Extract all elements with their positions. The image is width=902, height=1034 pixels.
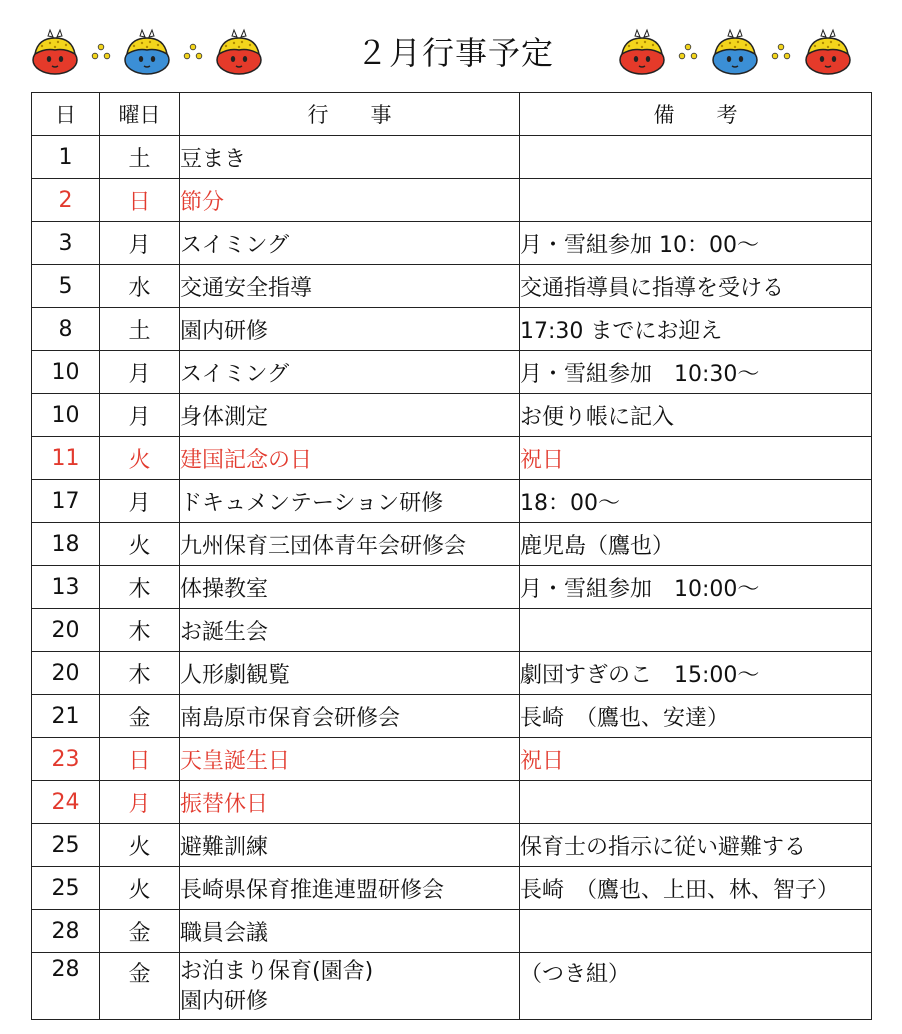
table-row [32,394,872,437]
cell-weekday: 月 [100,351,180,394]
event-text: 振替休日 [180,791,269,817]
cell-day: 20 [32,652,100,695]
event-text: 避難訓練 [180,834,269,860]
red-oni-icon [30,28,80,76]
header-event: 行 事 [180,93,520,136]
cell-event [180,566,520,609]
event-text: 園内研修 [180,318,269,344]
table-row [32,953,872,1020]
cell-day: 2 [32,179,100,222]
cell-note [520,781,872,824]
cell-weekday: 日 [100,738,180,781]
event-text-line2: 園内研修 [180,989,269,1014]
cell-weekday: 火 [100,523,180,566]
cell-day: 25 [32,867,100,910]
cell-note: 長崎 （鷹也、安達） [520,695,872,738]
event-text: 節分 [180,189,225,215]
cell-event [180,394,520,437]
cell-day: 28 [32,910,100,953]
table-row [32,523,872,566]
cell-note: 祝日 [520,738,872,781]
cell-note: 18：00～ [520,480,872,523]
cell-note: お便り帳に記入 [520,394,872,437]
cell-note [520,136,872,179]
cell-weekday: 火 [100,824,180,867]
schedule-table [31,92,872,1020]
cell-weekday: 月 [100,222,180,265]
cell-event [180,867,520,910]
event-text: 人形劇観覧 [180,662,291,688]
cell-day: 18 [32,523,100,566]
cell-weekday: 土 [100,136,180,179]
cell-day: 10 [32,394,100,437]
table-header-row [32,93,872,136]
cell-day: 10 [32,351,100,394]
event-text: スイミング [180,361,290,387]
table-row [32,738,872,781]
blue-oni-icon [122,28,172,76]
cell-event [180,781,520,824]
blue-oni-icon [710,28,760,76]
table-row [32,351,872,394]
cell-event [180,179,520,222]
bean-dots-icon [182,42,204,62]
cell-event [180,609,520,652]
cell-event [180,953,520,1020]
cell-note: 鹿児島（鷹也） [520,523,872,566]
cell-event [180,437,520,480]
cell-weekday: 金 [100,953,180,1020]
cell-event [180,480,520,523]
cell-event [180,265,520,308]
cell-event [180,652,520,695]
cell-event [180,824,520,867]
cell-note: 17:30 までにお迎え [520,308,872,351]
cell-event [180,308,520,351]
event-text: スイミング [180,232,290,258]
cell-event [180,910,520,953]
cell-day: 1 [32,136,100,179]
table-row [32,695,872,738]
cell-note [520,910,872,953]
cell-note: 保育士の指示に従い避難する [520,824,872,867]
table-row [32,308,872,351]
table-row [32,910,872,953]
cell-note: （つき組） [520,953,872,1020]
cell-weekday: 土 [100,308,180,351]
cell-note: 月・雪組参加 10:00～ [520,566,872,609]
red-oni-icon [803,28,853,76]
cell-note: 祝日 [520,437,872,480]
cell-event [180,738,520,781]
cell-day: 8 [32,308,100,351]
table-row [32,824,872,867]
cell-day: 28 [32,953,100,1020]
event-text: 長崎県保育推進連盟研修会 [180,877,445,903]
cell-event [180,523,520,566]
event-text: 豆まき [180,146,247,172]
cell-weekday: 金 [100,910,180,953]
cell-day: 25 [32,824,100,867]
table-row [32,222,872,265]
cell-weekday: 火 [100,437,180,480]
table-row [32,437,872,480]
cell-event [180,351,520,394]
event-text: 建国記念の日 [180,447,313,473]
event-text: 天皇誕生日 [180,748,291,774]
cell-day: 17 [32,480,100,523]
cell-weekday: 木 [100,609,180,652]
cell-day: 20 [32,609,100,652]
cell-day: 3 [32,222,100,265]
cell-note: 月・雪組参加 10：00～ [520,222,872,265]
cell-weekday: 月 [100,781,180,824]
header-note: 備 考 [520,93,872,136]
header-day: 日 [32,93,100,136]
event-text: 身体測定 [180,404,269,430]
cell-weekday: 水 [100,265,180,308]
cell-day: 21 [32,695,100,738]
event-text: お泊まり保育(園舎) [180,959,374,984]
cell-weekday: 月 [100,394,180,437]
cell-weekday: 金 [100,695,180,738]
cell-event [180,136,520,179]
bean-dots-icon [90,42,112,62]
header-dow: 曜日 [100,93,180,136]
table-row [32,781,872,824]
cell-day: 23 [32,738,100,781]
cell-day: 5 [32,265,100,308]
event-text: お誕生会 [180,619,269,645]
table-row [32,265,872,308]
red-oni-icon [214,28,264,76]
cell-event [180,222,520,265]
event-text: 九州保育三団体青年会研修会 [180,533,467,559]
table-row [32,566,872,609]
page-title: ２月行事予定 [355,34,554,72]
cell-day: 13 [32,566,100,609]
event-text: 交通安全指導 [180,275,313,301]
cell-note [520,609,872,652]
cell-weekday: 木 [100,652,180,695]
red-oni-icon [617,28,667,76]
cell-weekday: 火 [100,867,180,910]
cell-weekday: 木 [100,566,180,609]
cell-note: 月・雪組参加 10:30～ [520,351,872,394]
table-row [32,867,872,910]
cell-weekday: 月 [100,480,180,523]
bean-dots-icon [677,42,699,62]
event-text: 南島原市保育会研修会 [180,705,401,731]
page-header [0,0,902,92]
cell-weekday: 日 [100,179,180,222]
cell-day: 24 [32,781,100,824]
cell-note [520,179,872,222]
cell-event [180,695,520,738]
cell-day: 11 [32,437,100,480]
table-row [32,179,872,222]
bean-dots-icon [770,42,792,62]
cell-note: 交通指導員に指導を受ける [520,265,872,308]
cell-note: 長崎 （鷹也、上田、林、智子） [520,867,872,910]
table-row [32,480,872,523]
event-text: 体操教室 [180,576,269,602]
table-row [32,136,872,179]
table-row [32,652,872,695]
event-text: ドキュメンテーション研修 [180,490,444,516]
cell-note: 劇団すぎのこ 15:00～ [520,652,872,695]
event-text: 職員会議 [180,920,269,946]
table-row [32,609,872,652]
